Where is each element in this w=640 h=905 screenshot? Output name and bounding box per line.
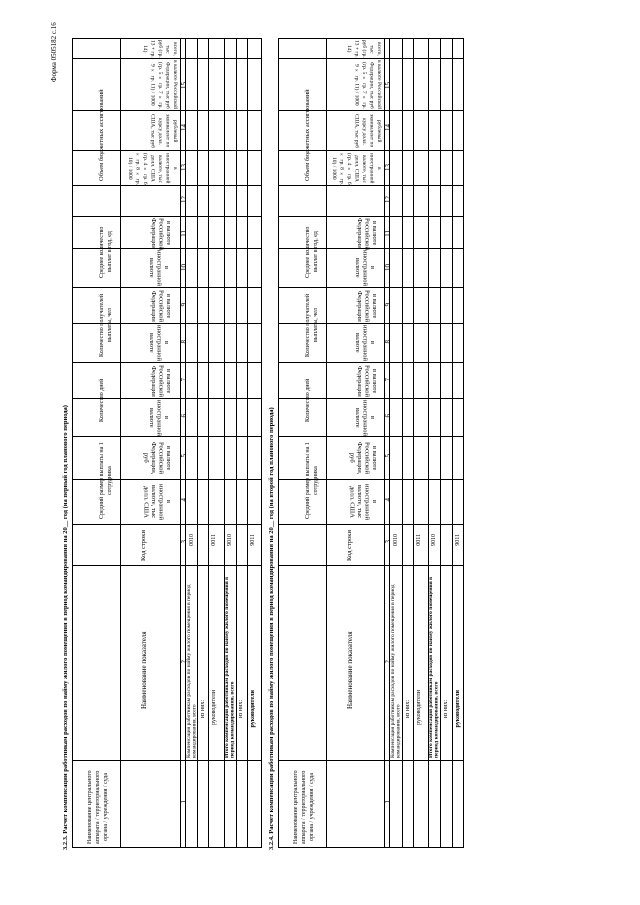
colnum-13: 13: [180, 164, 188, 171]
col8: в иностранной валюте: [148, 325, 170, 361]
row-code: 0011: [416, 534, 422, 546]
group-avg-pay-2: Средний размер выплаты на 1 сотрудника: [305, 442, 319, 520]
colnum-9: 9: [384, 303, 392, 307]
col14-2: в валюте Российской Федерации, тыс руб (гр. 5 × гр. 7 × гр. 9 × гр. 11) / 1000: [353, 60, 382, 110]
row-code: 9010: [431, 534, 437, 546]
colnum-1: 1: [384, 800, 392, 804]
col15: всего, тыс руб (гр. 13 + гр. 14): [142, 40, 178, 58]
table-row: Итого компенсация работникам расходов по найму жилого помещения в период командирования, всего: [428, 576, 440, 758]
colnum-5: 5: [384, 454, 392, 458]
col7-2: в валюте Российской Федерации: [356, 364, 378, 398]
group-avg-count: Среднее количество выплат в год, ед: [99, 226, 113, 278]
colnum-8: 8: [384, 340, 392, 344]
colnum-13: 13: [384, 164, 392, 171]
col10-2: в иностранной валюте: [354, 250, 376, 286]
row-code: 0010: [189, 534, 195, 546]
form-id: Форма 0505182 с.16: [50, 22, 58, 82]
colnum-2: 2: [384, 660, 392, 664]
group-days: Количество дней: [99, 378, 105, 422]
col9-2: в валюте Российской Федерации: [356, 289, 378, 323]
group-avg-pay: Средний размер выплаты на 1 сотрудника: [99, 442, 113, 520]
header-indicator: Наименование показателя: [140, 631, 148, 709]
col12-2: в иностранной валюте, тыс долл. США (гр. 4 × гр. 6 × гр. 8 × гр. 10) / 1000: [331, 152, 382, 186]
header-name: Наименование центрального аппарата / территориального органа / учреждения / суда: [87, 770, 109, 845]
colnum-7: 7: [384, 378, 392, 382]
col13: рублевый эквивалент по курсу долл. США, тыс руб: [149, 113, 178, 148]
colnum-2: 2: [180, 660, 188, 664]
group-days-2: Количество дней: [305, 378, 311, 422]
row-code: 9010: [227, 534, 233, 546]
col7: в валюте Российской Федерации: [150, 364, 172, 398]
row-code: 0010: [393, 534, 399, 546]
row-code: 9011: [250, 534, 256, 546]
colnum-6: 6: [384, 414, 392, 418]
col6-2: в иностранной валюте: [354, 400, 376, 436]
colnum-15: 15: [180, 82, 188, 89]
col13-2: рублевый эквивалент по курсу долл. США, тыс руб: [353, 113, 382, 148]
table-row: Компенсация работникам расходов по найму жилого помещения в период командирования, всего: [390, 584, 402, 758]
col15-2: всего, тыс руб (гр. 13 + гр. 14): [346, 40, 382, 58]
group-avg-count-2: Среднее количество выплат в год, ед: [305, 226, 319, 278]
colnum-14: 14: [384, 124, 392, 131]
col11-2: в валюте Российской Федерации: [356, 218, 378, 251]
col4: в иностранной валюте, тыс долл. США: [142, 484, 172, 520]
colnum-3: 3: [384, 540, 392, 544]
col10: в иностранной валюте: [148, 250, 170, 286]
table-row: руководители: [416, 690, 422, 725]
table-row: из них:: [443, 700, 449, 719]
col12: в иностранной валюте, тыс долл. США (гр. 4 × гр. 6 × гр. 8 × гр. 10) / 1000: [127, 152, 178, 186]
colnum-4: 4: [180, 498, 188, 502]
table-row: из них:: [238, 700, 244, 719]
colnum-1: 1: [180, 800, 188, 804]
table-row: из них:: [405, 700, 411, 719]
header-name-2: Наименование центрального аппарата / территориального органа / учреждения / суда: [293, 770, 315, 845]
group-recipients: Количество получателей выплаты, чел: [99, 293, 113, 357]
group-recipients-2: Количество получателей выплаты, чел: [305, 293, 319, 357]
colnum-7: 7: [180, 378, 188, 382]
group-budget-2: Объем бюджетных ассигнований: [304, 89, 311, 181]
col9: в валюте Российской Федерации: [150, 289, 172, 323]
col4-2: в иностранной валюте, тыс долл. США: [348, 484, 378, 520]
col8-2: в иностранной валюте: [354, 325, 376, 361]
colnum-15: 15: [384, 82, 392, 89]
colnum-9: 9: [180, 303, 188, 307]
colnum-14: 14: [180, 124, 188, 131]
colnum-11: 11: [180, 230, 188, 237]
colnum-6: 6: [180, 414, 188, 418]
header-indicator-2: Наименование показателя: [346, 631, 354, 709]
col5: в валюте Российской Федерации, руб: [142, 441, 172, 475]
table-row: руководители: [211, 690, 217, 725]
colnum-12: 12: [384, 196, 392, 203]
col5-2: в валюте Российской Федерации, руб: [348, 441, 378, 475]
col14: в валюте Российской Федерации, тыс руб (гр. 5 × гр. 7 × гр. 9 × гр. 11) / 1000: [149, 60, 178, 110]
row-code: 0011: [211, 534, 217, 546]
colnum-10: 10: [180, 264, 188, 271]
colnum-8: 8: [180, 340, 188, 344]
colnum-5: 5: [180, 454, 188, 458]
section-title-2: 3.2.4. Расчет компенсации работникам расходов по найму жилого помещения в период командирования на 20__ год (на второй год планового периода): [268, 407, 275, 850]
colnum-11: 11: [384, 230, 392, 237]
group-budget: Объем бюджетных ассигнований: [98, 89, 105, 181]
section-title-1: 3.2.3. Расчет компенсации работникам расходов по найму жилого помещения в период командирования на 20__ год (на первый год планового периода): [62, 405, 69, 850]
col11: в валюте Российской Федерации: [150, 218, 172, 251]
col6: в иностранной валюте: [148, 400, 170, 436]
table-row: из них:: [200, 700, 206, 719]
header-code: Код строки: [140, 530, 147, 561]
table-row: Итого компенсация работникам расходов по найму жилого помещения в период командирования, всего: [224, 576, 236, 758]
colnum-12: 12: [180, 196, 188, 203]
table-row: руководители: [250, 690, 256, 728]
colnum-3: 3: [180, 540, 188, 544]
header-code-2: Код строки: [346, 530, 353, 561]
table-row: Компенсация работникам расходов по найму жилого помещения в период командирования, всего: [186, 584, 198, 758]
table-row: руководители: [455, 690, 461, 728]
colnum-4: 4: [384, 498, 392, 502]
row-code: 9011: [455, 534, 461, 546]
colnum-10: 10: [384, 264, 392, 271]
